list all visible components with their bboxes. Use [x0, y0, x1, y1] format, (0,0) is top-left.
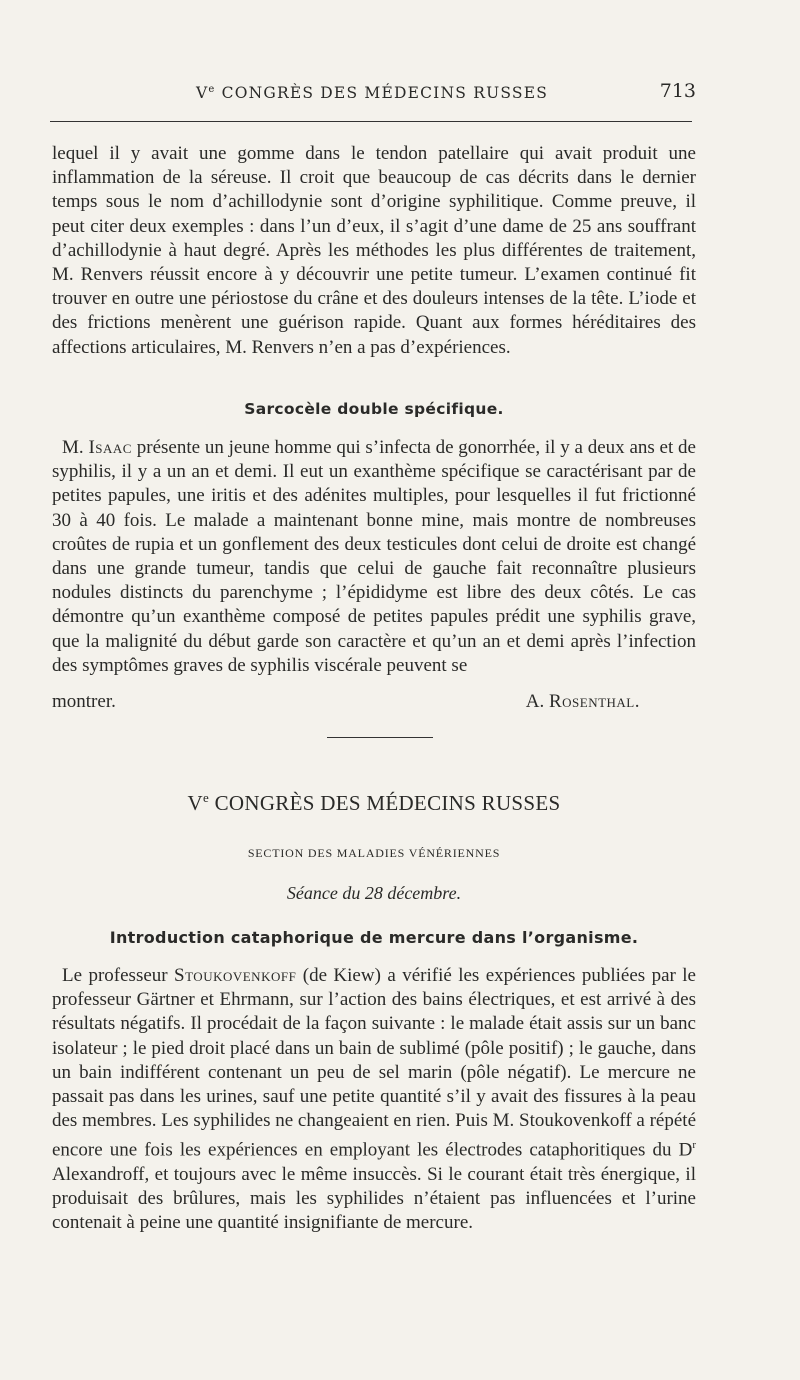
author-name-isaac: Isaac	[88, 437, 132, 458]
paragraph-isaac: M. Isaac présente un jeune homme qui s’infecta de gonorrhée, il y a deux ans et de syphilis, il y a un an et demi. Il eut un exanthème spécifique se caractérisant par de petites papules, une iritis et des adénites multiples, pour lesquelles il fut frictionné 30 à 40 fois. Le malade a maintenant bonne mine, mais montre de nombreuses croûtes de rupia et un gonflement des deux testicules dont celui de droite est changé dans une grande tumeur, tandis que celui de gauche fait reconnaître plusieurs nodules distincts du parenchyme ; l’épididyme est libre des deux côtés. Le cas démontre qu’un exanthème composé de petites papules prédit une syphilis grave, que la malignité du début garde son caractère et qu’un an et demi après l’infection des symptômes graves de syphilis viscérale peuvent se	[52, 437, 696, 676]
article-heading-sarcocele: Sarcocèle double spécifique.	[244, 400, 504, 418]
page-number: 713	[659, 80, 696, 102]
section-title: Ve CONGRÈS DES MÉDECINS RUSSES	[187, 790, 561, 815]
author-name-stoukovenkoff: Stoukovenkoff	[174, 965, 297, 986]
session-date: Séance du 28 décembre.	[286, 883, 462, 903]
section-subtitle: SECTION DES MALADIES VÉNÉRIENNES	[247, 846, 501, 860]
paragraph-continuation: lequel il y avait une gomme dans le tendon patellaire qui avait produit une inflammation de la séreuse. Il croit que beaucoup de cas décrits dans le dernier temps sous le nom d’achillodynie sont d’origine syphilitique. Comme preuve, il peut citer deux exemples : dans l’un d’eux, il s’agit d’une dame de 25 ans souffrant d’achillodynie à haut degré. Après les méthodes les plus différentes de traitement, M. Renvers réussit encore à y découvrir une petite tumeur. L’examen continué fit trouver en outre une périostose du crâne et des douleurs intenses de la tête. L’iode et des frictions menèrent une guérison rapide. Quant aux formes héréditaires des affections articulaires, M. Renvers n’en a pas d’expériences.	[52, 143, 696, 358]
running-title: Ve CONGRÈS DES MÉDECINS RUSSES	[196, 84, 549, 103]
author-signature: A. Rosenthal.	[525, 691, 640, 712]
paragraph-stoukovenkoff: Le professeur Stoukovenkoff (de Kiew) a vérifié les expériences publiées par le professeur Gärtner et Ehrmann, sur l’action des bains électriques, et est arrivé à des résultats négatifs. Il procédait de la façon suivante : le malade était assis sur un banc isolateur ; le pied droit placé dans un bain de sublimé (pôle positif) ; le gauche, dans un bain indifférent contenant un peu de sel marin (pôle négatif). Le mercure ne passait pas dans les urines, sauf une petite quantité s’il y avait des fissures à la peau des membres. Les syphilides ne changeaient en rien. Puis M. Stoukovenkoff a répété encore une fois les expériences en employant les électrodes cataphoritiques du $D^r$ Alexandroff, et toujours avec le même insuccès. Si le courant était très énergique, il produisait des brûlures, mais les syphilides n’étaient pas influencées et l’urine contenait à peine une quantité insignifiante de mercure.	[52, 965, 696, 1234]
section-divider	[327, 737, 433, 738]
last-word: montrer.	[52, 691, 116, 712]
header-rule	[50, 121, 692, 122]
article-heading-cataphorique: Introduction cataphorique de mercure dans l’organisme.	[109, 928, 639, 947]
running-header	[56, 80, 696, 112]
